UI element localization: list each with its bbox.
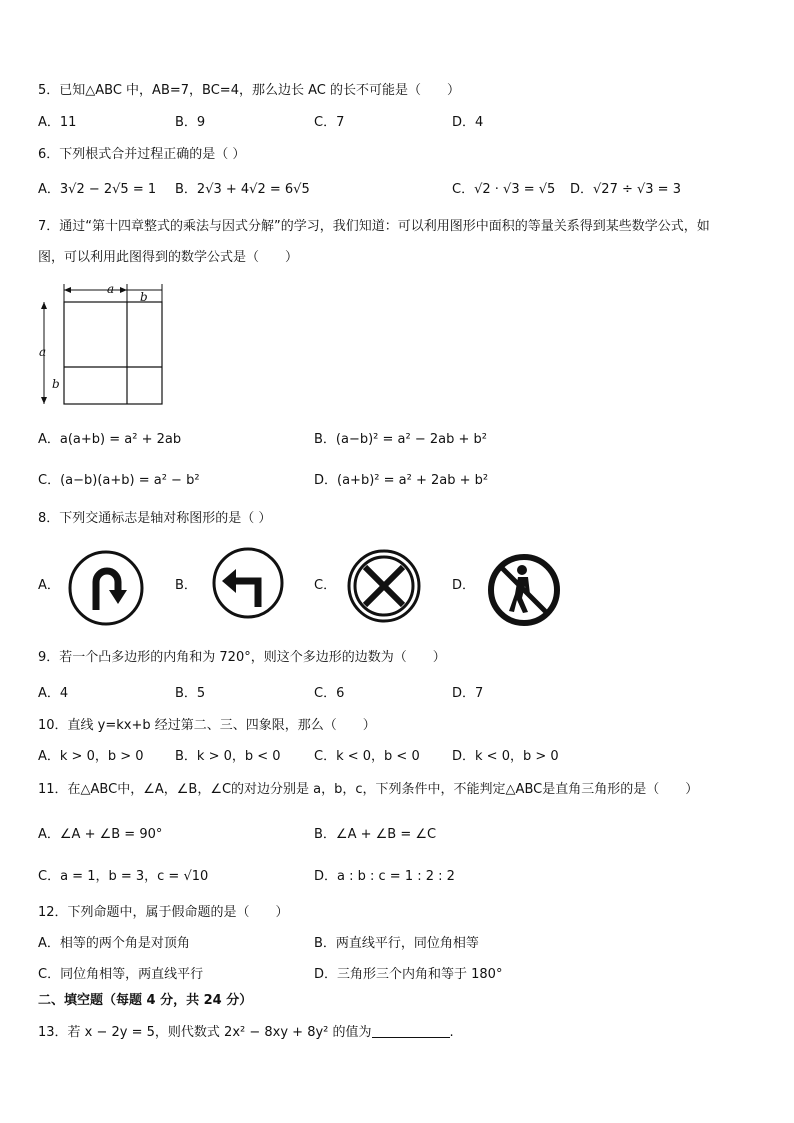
section-title-fill-in: 二、填空题（每题 4 分，共 24 分） xyxy=(38,993,253,1008)
q11-option-a: A．∠A + ∠B = 90° xyxy=(38,827,163,842)
no-crossing-x-sign-icon xyxy=(346,548,422,624)
q7-option-d: D．(a+b)² = a² + 2ab + b² xyxy=(314,473,489,488)
q10-option-c: C．k < 0，b < 0 xyxy=(314,749,420,764)
q10-option-b: B．k > 0，b < 0 xyxy=(175,749,281,764)
q5-stem: 5．已知△ABC 中，AB=7，BC=4，那么边长 AC 的长不可能是（ ） xyxy=(38,83,460,98)
q6-option-d: D．√27 ÷ √3 = 3 xyxy=(570,182,681,197)
q11-option-d: D．a : b : c = 1 : 2 : 2 xyxy=(314,869,455,884)
q13-answer-blank[interactable] xyxy=(372,1024,450,1038)
q12-option-b: B．两直线平行，同位角相等 xyxy=(314,936,479,951)
q11-stem: 11．在△ABC中，∠A，∠B，∠C的对边分别是 a，b，c，下列条件中，不能判定△ABC是直角三角形的是（ ） xyxy=(38,782,699,797)
q8-stem: 8．下列交通标志是轴对称图形的是（ ） xyxy=(38,511,272,526)
q5-option-b: B．9 xyxy=(175,115,206,130)
q5-option-a: A．11 xyxy=(38,115,77,130)
q10-option-a: A．k > 0，b > 0 xyxy=(38,749,144,764)
q7-label-left-b: b xyxy=(52,377,60,391)
q9-stem: 9．若一个凸多边形的内角和为 720°，则这个多边形的边数为（ ） xyxy=(38,650,446,665)
u-turn-sign-icon xyxy=(66,548,146,628)
q6-option-a: A．3√2 − 2√5 = 1 xyxy=(38,182,157,197)
q11-option-b: B．∠A + ∠B = ∠C xyxy=(314,827,437,842)
q7-option-a: A．a(a+b) = a² + 2ab xyxy=(38,432,182,447)
q12-stem: 12．下列命题中，属于假命题的是（ ） xyxy=(38,905,289,920)
left-turn-sign-icon xyxy=(210,545,286,621)
q11-option-c: C．a = 1，b = 3，c = √10 xyxy=(38,869,209,884)
q6-option-b: B．2√3 + 4√2 = 6√5 xyxy=(175,182,310,197)
q13-stem: 13．若 x − 2y = 5，则代数式 2x² − 8xy + 8y² 的值为 xyxy=(38,1025,372,1040)
q6-option-c: C．√2 · √3 = √5 xyxy=(452,182,556,197)
q8-option-a: A． xyxy=(38,578,60,593)
q9-option-d: D．7 xyxy=(452,686,484,701)
q8-option-b: B． xyxy=(175,578,197,593)
q8-option-d: D． xyxy=(452,578,476,593)
q13-line xyxy=(38,1024,454,1042)
q9-option-b: B．5 xyxy=(175,686,206,701)
q9-option-c: C．6 xyxy=(314,686,345,701)
q7-stem-line2: 图，可以利用此图得到的数学公式是（ ） xyxy=(38,250,299,265)
q7-square-diagram xyxy=(34,280,174,410)
q13-end: . xyxy=(449,1025,454,1040)
no-pedestrian-sign-icon xyxy=(484,550,564,630)
q7-label-left-a: a xyxy=(39,345,47,359)
q6-stem: 6．下列根式合并过程正确的是（ ） xyxy=(38,147,246,162)
q12-option-d: D．三角形三个内角和等于 180° xyxy=(314,967,503,982)
q7-option-c: C．(a−b)(a+b) = a² − b² xyxy=(38,473,200,488)
q9-option-a: A．4 xyxy=(38,686,69,701)
q10-option-d: D．k < 0，b > 0 xyxy=(452,749,559,764)
q7-label-top-b: b xyxy=(140,290,148,304)
q7-label-top-a: a xyxy=(107,282,115,296)
q5-option-d: D．4 xyxy=(452,115,484,130)
q12-option-a: A．相等的两个角是对顶角 xyxy=(38,936,190,951)
q10-stem: 10．直线 y=kx+b 经过第二、三、四象限，那么（ ） xyxy=(38,718,376,733)
q7-option-b: B．(a−b)² = a² − 2ab + b² xyxy=(314,432,487,447)
q8-option-c: C． xyxy=(314,578,337,593)
q5-option-c: C．7 xyxy=(314,115,345,130)
q7-stem-line1: 7．通过“第十四章整式的乘法与因式分解”的学习，我们知道：可以利用图形中面积的等量关系得到某些数学公式，如 xyxy=(38,219,710,234)
q12-option-c: C．同位角相等，两直线平行 xyxy=(38,967,204,982)
